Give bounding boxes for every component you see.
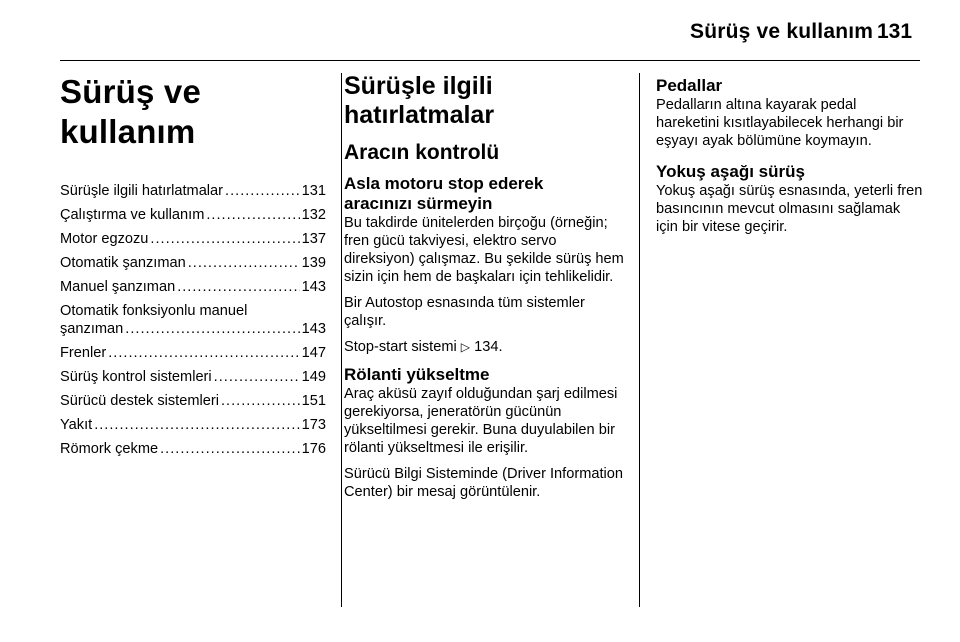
heading-pedals: Pedallar [656,76,723,95]
toc-label: Çalıştırma ve kullanım [60,207,205,223]
toc-leader [214,368,300,386]
toc-entry[interactable] [60,278,326,296]
chapter-title: Sürüş ve kullanım [60,73,201,150]
paragraph: Araç aküsü zayıf olduğundan şarj edilmesi gerekiyorsa, jeneratörün gücünün yükseltilmesi gerekir. Buna duyulabilen bir rölanti yükseltmesi ile erişilir. [344,386,618,456]
cross-reference-page: 134. [474,339,503,355]
toc-label: Manuel şanzıman [60,279,176,295]
toc-page: 137 [301,231,326,247]
toc-label: Sürüşle ilgili hatırlatmalar [60,183,224,199]
toc-entry[interactable] [60,368,326,386]
toc-label: Otomatik fonksiyonlu manuel [60,303,248,319]
toc-page: 131 [301,183,326,199]
toc-page: 176 [301,441,326,457]
running-header-title: Sürüş ve kullanım [690,20,874,43]
paragraph: Bu takdirde ünitelerden birçoğu (örneğin; fren gücü takviyesi, elektro servo direksiyon) çalışmaz. Bu şekilde sürüş hem sizin için hem de başkaları için tehlikelidir. [344,215,624,285]
toc-label: Motor egzozu [60,231,149,247]
toc-leader [188,254,300,272]
toc-page: 132 [301,207,326,223]
toc-page: 143 [301,321,326,337]
toc-leader [160,440,300,458]
paragraph: Bir Autostop esnasında tüm sistemler çalışır. [344,295,585,329]
heading-engine-off: Asla motoru stop ederek aracınızı sürmeyin [344,174,544,213]
toc-page: 149 [301,369,326,385]
toc-entry[interactable] [60,206,326,224]
toc-leader [225,182,300,200]
toc-leader [94,416,299,434]
toc-label: Otomatik şanzıman [60,255,186,271]
toc-column [60,72,326,464]
subsection-title: Aracın kontrolü [344,141,500,164]
paragraph: Yokuş aşağı sürüş esnasında, yeterli fren basıncının mevcut olmasını sağlamak için bir vitese geçirir. [656,183,923,235]
toc-page: 173 [301,417,326,433]
table-of-contents [60,182,326,458]
toc-label: Römork çekme [60,441,159,457]
toc-page: 147 [301,345,326,361]
driving-hints-column [344,72,624,509]
toc-label: Yakıt [60,417,93,433]
toc-leader [221,392,300,410]
page-reference-arrow-icon: ▷ [460,340,471,354]
column-divider-2 [639,73,640,607]
paragraph: Pedalların altına kayarak pedal hareketini kısıtlayabilecek herhangi bir eşyayı ayak bölümüne koymayın. [656,97,904,149]
toc-leader [108,344,299,362]
page-number: 131 [877,20,913,43]
toc-label: Frenler [60,345,107,361]
toc-leader [150,230,299,248]
toc-leader [125,320,299,338]
toc-entry[interactable] [60,230,326,248]
toc-label: Sürücü destek sistemleri [60,393,219,409]
paragraph: Sürücü Bilgi Sisteminde (Driver Information Center) bir mesaj görüntülenir. [344,466,624,500]
toc-page: 143 [301,279,326,295]
cross-reference[interactable] [344,338,624,356]
header-rule [60,60,920,61]
column-divider-1 [341,73,342,607]
toc-leader [177,278,299,296]
pedals-column [656,72,926,244]
toc-leader [206,206,299,224]
toc-label: Sürüş kontrol sistemleri [60,369,212,385]
toc-entry[interactable] [60,416,326,434]
toc-entry[interactable] [60,440,326,458]
toc-page: 139 [301,255,326,271]
toc-label-continued: şanzıman [60,321,124,337]
heading-downhill: Yokuş aşağı sürüş [656,162,805,181]
heading-idle-boost: Rölanti yükseltme [344,365,490,384]
toc-entry[interactable] [60,182,326,200]
toc-entry[interactable] [60,344,326,362]
toc-page: 151 [301,393,326,409]
toc-entry[interactable] [60,254,326,272]
section-title: Sürüşle ilgili hatırlatmalar [344,72,495,129]
toc-entry[interactable] [60,392,326,410]
cross-reference-text: Stop-start sistemi [344,339,457,355]
toc-entry[interactable] [60,302,326,338]
